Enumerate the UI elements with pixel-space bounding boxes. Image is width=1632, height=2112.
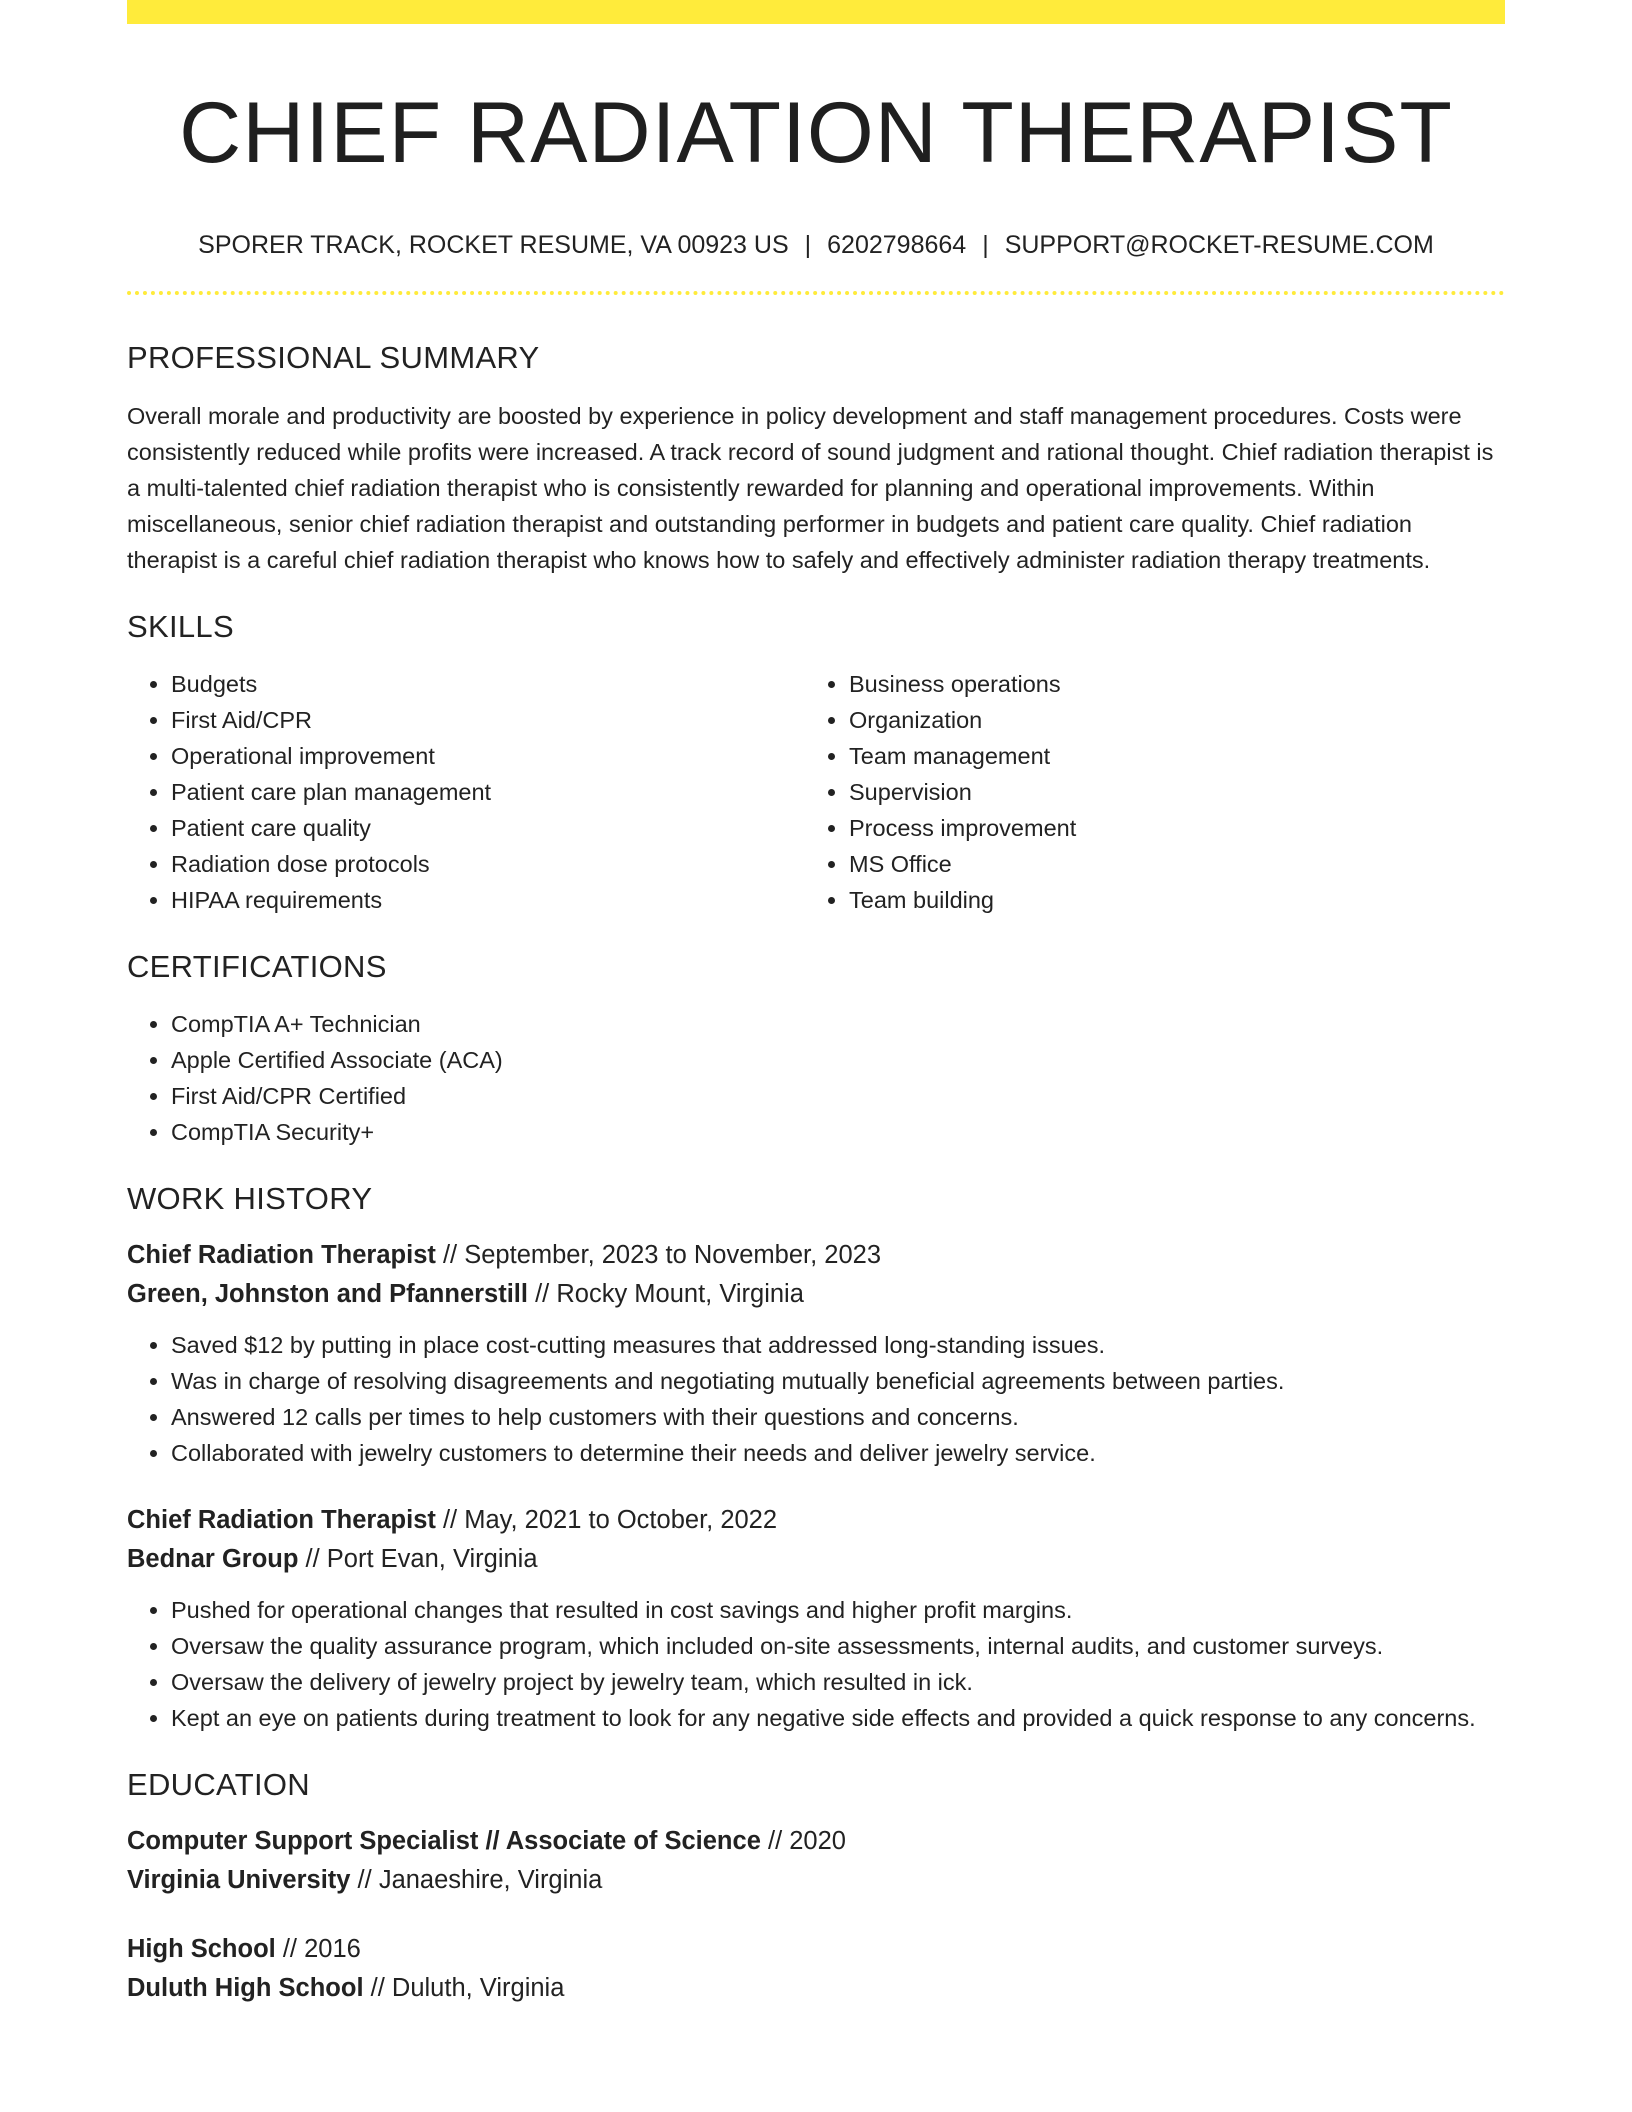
skill-item: • First Aid/CPR [171,702,805,738]
job-bullet: • Oversaw the quality assurance program, which included on-site assessments, internal audits, and customer surveys. [171,1628,1505,1664]
education-degree-line [127,1822,1505,1861]
job-role: Chief Radiation Therapist [127,1506,436,1535]
certifications-list [127,1006,1505,1150]
job-entry [127,1501,1505,1736]
accent-top-bar [127,0,1505,24]
job-separator: // [305,1545,320,1574]
skills-list-left [127,666,805,918]
skill-item: • Organization [849,702,1483,738]
job-company-line [127,1540,1505,1579]
job-bullet: • Pushed for operational changes that resulted in cost savings and higher profit margins. [171,1592,1505,1628]
job-separator: // [442,1506,458,1535]
education-entry [127,1822,1505,1900]
skills-column-left [127,666,805,918]
job-separator: // [442,1241,458,1270]
summary-text: Overall morale and productivity are boosted by experience in policy development and staff management procedures. Costs were consistently reduced while profits were increased. A track record of sound judgment and rational thought. Chief radiation therapist is a multi-talented chief radiation therapist who is consistently rewarded for planning and operational improvements. Within miscellaneous, senior chief radiation therapist and outstanding performer in budgets and patient care quality. Chief radiation therapist is a careful chief radiation therapist who knows how to safely and effectively administer radiation therapy treatments. [127,402,1494,573]
job-bullet: • Oversaw the delivery of jewelry project by jewelry team, which resulted in ick. [171,1664,1505,1700]
education-heading: EDUCATION [127,1767,310,1803]
summary-heading: PROFESSIONAL SUMMARY [127,340,540,376]
dotted-divider [127,291,1505,295]
education-degree-line [127,1930,1505,1969]
skills-list-right [805,666,1483,918]
job-location: Port Evan, Virginia [326,1545,538,1574]
job-location: Rocky Mount, Virginia [556,1280,804,1309]
certifications-heading: CERTIFICATIONS [127,948,387,984]
skill-item: • Budgets [171,666,805,702]
education-location: Janaeshire, Virginia [378,1866,603,1895]
job-bullet: • Was in charge of resolving disagreements and negotiating mutually beneficial agreements between parties. [171,1363,1505,1399]
contact-email: SUPPORT@ROCKET-RESUME.COM [1004,230,1434,259]
contact-phone: 6202798664 [827,230,967,259]
job-title-line [127,1501,1505,1540]
education-degree: Computer Support Specialist // Associate of Science [127,1827,761,1856]
skills-column-right [805,666,1483,918]
education-school-line [127,1969,1505,2008]
skill-item: • HIPAA requirements [171,882,805,918]
skill-item: • Business operations [849,666,1483,702]
job-bullet: • Saved $12 by putting in place cost-cutting measures that addressed long-standing issues. [171,1327,1505,1363]
skill-item: • Radiation dose protocols [171,846,805,882]
job-entry [127,1236,1505,1471]
education-school: Duluth High School [127,1974,364,2003]
job-company: Bednar Group [127,1545,299,1574]
job-bullet: • Kept an eye on patients during treatment to look for any negative side effects and provided a quick response to any concerns. [171,1700,1505,1736]
job-separator: // [535,1280,550,1309]
job-company-line [127,1275,1505,1314]
education-separator: // [357,1866,372,1895]
skill-item: • Team management [849,738,1483,774]
skill-item: • Process improvement [849,810,1483,846]
education-separator: // [370,1974,385,2003]
job-bullet: • Collaborated with jewelry customers to determine their needs and deliver jewelry service. [171,1435,1505,1471]
education-separator: // [282,1935,298,1964]
resume-title: CHIEF RADIATION THERAPIST [179,85,1453,181]
job-dates: September, 2023 to November, 2023 [464,1241,882,1270]
education-location: Duluth, Virginia [391,1974,565,2003]
certification-item: • CompTIA A+ Technician [171,1006,1505,1042]
education-year: 2016 [304,1935,361,1964]
skill-item: • Patient care quality [171,810,805,846]
certification-item: • CompTIA Security+ [171,1114,1505,1150]
skill-item: • MS Office [849,846,1483,882]
education-school-line [127,1861,1505,1900]
skill-item: • Operational improvement [171,738,805,774]
job-bullet: • Answered 12 calls per times to help customers with their questions and concerns. [171,1399,1505,1435]
education-entry [127,1930,1505,2008]
job-title-line [127,1236,1505,1275]
skills-heading: SKILLS [127,608,234,644]
job-role: Chief Radiation Therapist [127,1241,436,1270]
contact-separator: | [804,230,812,259]
skill-item: • Team building [849,882,1483,918]
education-degree: High School [127,1935,276,1964]
education-separator: // [767,1827,783,1856]
contact-separator: | [982,230,989,259]
job-bullets [127,1592,1505,1736]
resume-page [127,0,1505,2008]
job-dates: May, 2021 to October, 2022 [464,1506,778,1535]
certification-item: • Apple Certified Associate (ACA) [171,1042,1505,1078]
work-history-heading: WORK HISTORY [127,1180,373,1216]
certification-item: • First Aid/CPR Certified [171,1078,1505,1114]
skill-item: • Supervision [849,774,1483,810]
skills-columns [127,666,1505,918]
skill-item: • Patient care plan management [171,774,805,810]
education-year: 2020 [789,1827,846,1856]
contact-line [127,229,1505,262]
job-company: Green, Johnston and Pfannerstill [127,1280,528,1309]
job-bullets [127,1327,1505,1471]
contact-address: SPORER TRACK, ROCKET RESUME, VA 00923 US [198,230,789,259]
education-school: Virginia University [127,1866,351,1895]
